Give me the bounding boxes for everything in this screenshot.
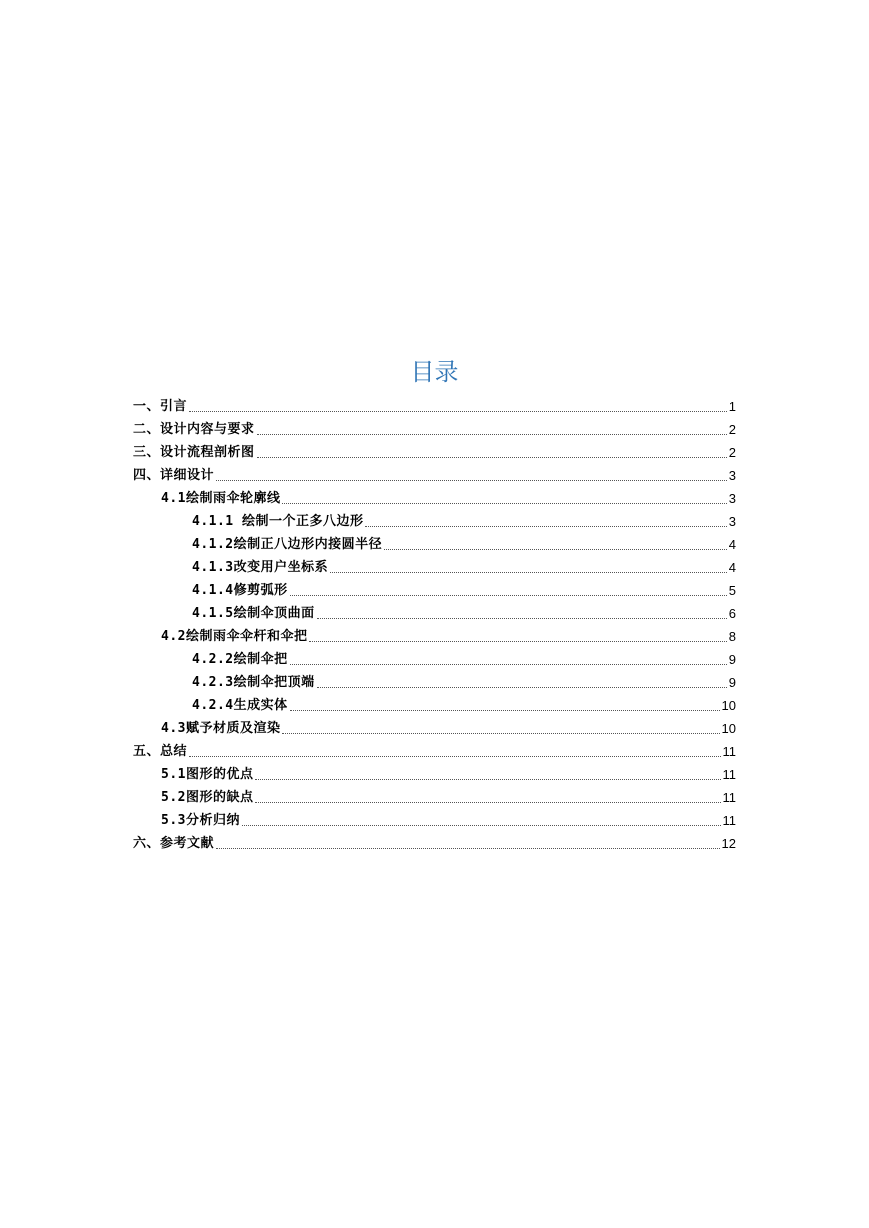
- toc-page-number: 8: [728, 629, 736, 644]
- toc-leader-dots: [290, 710, 720, 711]
- toc-entry-label: 一、引言: [133, 399, 188, 414]
- toc-entry-label: 4.1.3改变用户坐标系: [192, 560, 329, 575]
- toc-page-number: 2: [728, 422, 736, 437]
- toc-leader-dots: [255, 779, 720, 780]
- toc-entry-label: 4.2.2绘制伞把: [192, 652, 288, 667]
- toc-page-number: 9: [728, 675, 736, 690]
- toc-entry-label: 4.2.3绘制伞把顶端: [192, 675, 315, 690]
- toc-leader-dots: [384, 549, 727, 550]
- toc-entry-5-2[interactable]: [161, 785, 736, 808]
- toc-entry-4-2-3[interactable]: [192, 670, 736, 693]
- toc-page-number: 11: [722, 744, 736, 759]
- toc-leader-dots: [309, 641, 726, 642]
- toc-entry-summary[interactable]: [133, 739, 736, 762]
- toc-entry-4-1-3[interactable]: [192, 555, 736, 578]
- toc-page-number: 10: [721, 698, 736, 713]
- toc-entry-label: 4.1.4修剪弧形: [192, 583, 288, 598]
- toc-entry-references[interactable]: [133, 831, 736, 854]
- toc-entry-label: 4.1绘制雨伞轮廓线: [161, 491, 281, 506]
- toc-leader-dots: [257, 457, 727, 458]
- toc-entry-label: 5.1图形的优点: [161, 767, 254, 782]
- toc-page-number: 5: [728, 583, 736, 598]
- toc-leader-dots: [317, 687, 727, 688]
- toc-entry-label: 六、参考文献: [133, 836, 215, 851]
- toc-entry-4-1-1[interactable]: [192, 509, 736, 532]
- toc-leader-dots: [216, 848, 720, 849]
- toc-page-number: 11: [722, 813, 736, 828]
- toc-page-number: 3: [728, 514, 736, 529]
- toc-page-number: 2: [728, 445, 736, 460]
- toc-entry-5-3[interactable]: [161, 808, 736, 831]
- toc-page-number: 11: [722, 767, 736, 782]
- toc-page-number: 9: [728, 652, 736, 667]
- toc-entry-4-1[interactable]: [161, 486, 736, 509]
- toc-entry-4-3[interactable]: [161, 716, 736, 739]
- toc-entry-label: 4.2绘制雨伞伞杆和伞把: [161, 629, 308, 644]
- toc-page-number: 11: [722, 790, 736, 805]
- toc-leader-dots: [282, 733, 719, 734]
- toc-leader-dots: [257, 434, 727, 435]
- toc-leader-dots: [242, 825, 721, 826]
- toc-entry-4-2-4[interactable]: [192, 693, 736, 716]
- toc-entry-4-1-4[interactable]: [192, 578, 736, 601]
- toc-page-number: 3: [728, 468, 736, 483]
- toc-leader-dots: [290, 595, 727, 596]
- toc-leader-dots: [282, 503, 726, 504]
- toc-entry-label: 4.1.2绘制正八边形内接圆半径: [192, 537, 383, 552]
- toc-entry-label: 二、设计内容与要求: [133, 422, 255, 437]
- toc-page-number: 1: [728, 399, 736, 414]
- toc-leader-dots: [216, 480, 727, 481]
- toc-entry-label: 5.2图形的缺点: [161, 790, 254, 805]
- toc-entry-label: 4.1.1 绘制一个正多八边形: [192, 514, 364, 529]
- toc-entry-introduction[interactable]: [133, 394, 736, 417]
- toc-entry-detailed-design[interactable]: [133, 463, 736, 486]
- toc-leader-dots: [189, 756, 720, 757]
- toc-entry-4-2[interactable]: [161, 624, 736, 647]
- toc-leader-dots: [330, 572, 727, 573]
- toc-leader-dots: [189, 411, 727, 412]
- toc-leader-dots: [317, 618, 727, 619]
- toc-entry-label: 三、设计流程剖析图: [133, 445, 255, 460]
- toc-page-number: 10: [721, 721, 736, 736]
- toc-leader-dots: [290, 664, 727, 665]
- toc-entry-5-1[interactable]: [161, 762, 736, 785]
- toc-entry-label: 5.3分析归纳: [161, 813, 240, 828]
- toc-page-number: 3: [728, 491, 736, 506]
- toc-entry-design-content[interactable]: [133, 417, 736, 440]
- toc-page-number: 6: [728, 606, 736, 621]
- toc-title: 目录: [410, 358, 459, 386]
- toc-page-number: 4: [728, 560, 736, 575]
- toc-entry-label: 4.3赋予材质及渲染: [161, 721, 281, 736]
- toc-entry-design-flow[interactable]: [133, 440, 736, 463]
- toc-leader-dots: [255, 802, 720, 803]
- toc-page-number: 4: [728, 537, 736, 552]
- toc-entry-label: 4.1.5绘制伞顶曲面: [192, 606, 315, 621]
- toc-entry-4-1-5[interactable]: [192, 601, 736, 624]
- toc-entry-4-2-2[interactable]: [192, 647, 736, 670]
- toc-leader-dots: [365, 526, 726, 527]
- toc-entry-4-1-2[interactable]: [192, 532, 736, 555]
- toc-page-number: 12: [721, 836, 736, 851]
- toc-entry-label: 四、详细设计: [133, 468, 215, 483]
- toc-entry-label: 五、总结: [133, 744, 188, 759]
- toc-entry-label: 4.2.4生成实体: [192, 698, 288, 713]
